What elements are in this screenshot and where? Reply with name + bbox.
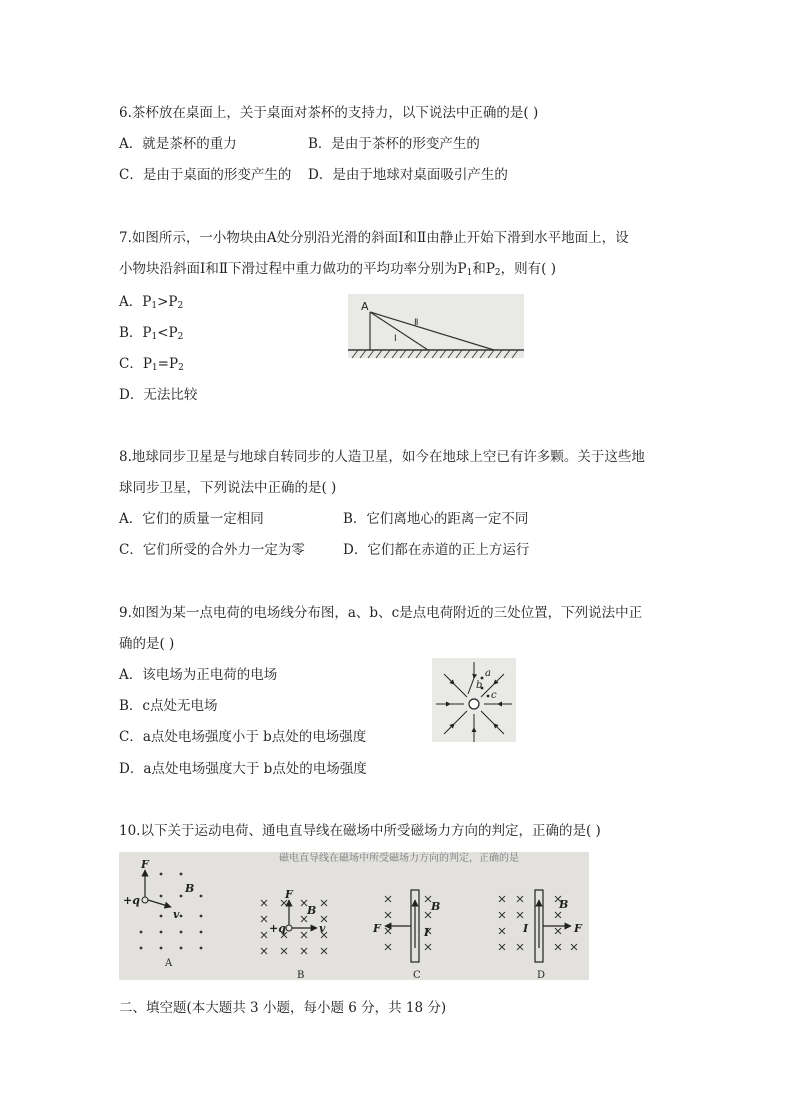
q8-option-c: C．它们所受的合外力一定为零	[119, 542, 305, 558]
q7-stem-line1: 7.如图所示，一小物块由A处分别沿光滑的斜面Ⅰ和Ⅱ由静止开始下滑到水平地面上，设	[119, 230, 629, 246]
q10-b-charge-label: +q	[269, 922, 286, 935]
q6-stem: 6.茶杯放在桌面上，关于桌面对茶杯的支持力，以下说法中正确的是( )	[119, 105, 539, 121]
q10-b-velocity-label: v	[319, 922, 326, 935]
q10-figure-header: 磁电直导线在磁场中所受磁场力方向的判定，正确的是	[279, 853, 519, 864]
q9-point-a-label: a	[485, 668, 491, 679]
q7-slope-1-label: Ⅰ	[394, 334, 397, 344]
q8-stem-line1: 8.地球同步卫星是与地球自转同步的人造卫星，如今在地球上空已有许多颗。关于这些地	[119, 449, 645, 465]
q10-d-field-label: B	[559, 898, 569, 911]
q10-a-force-label: F	[141, 858, 149, 871]
q9-stem-line2: 确的是( )	[119, 636, 175, 652]
q7-option-d: D．无法比较	[119, 387, 198, 403]
q10-panel-b	[261, 888, 327, 980]
q10-b-field-label: B	[307, 904, 317, 917]
q7-stem-line2: 小物块沿斜面Ⅰ和Ⅱ下滑过程中重力做功的平均功率分别为$P_1$和$P_2$，则有( )	[119, 261, 556, 278]
q9-option-c: C．a点处电场强度小于 b点处的电场强度	[119, 729, 367, 745]
q9-point-c-label: c	[491, 690, 497, 701]
q10-a-velocity-label: v	[173, 908, 180, 921]
q10-a-charge-label: +q	[123, 894, 140, 907]
q10-b-force-label: F	[285, 888, 293, 901]
q6-option-b: B．是由于茶杯的形变产生的	[308, 136, 480, 152]
q10-panel-a	[123, 858, 202, 969]
q10-d-current-label: I	[523, 922, 529, 935]
q9-option-d: D．a点处电场强度大于 b点处的电场强度	[119, 761, 367, 777]
q7-point-a-label: A	[361, 300, 369, 313]
q10-a-caption: A	[165, 958, 173, 969]
q7-option-b: B．$P_1<P_2$	[119, 325, 184, 342]
q10-c-force-label: F	[373, 922, 381, 935]
q10-b-caption: B	[297, 970, 305, 980]
q10-c-current-label: I	[424, 926, 430, 939]
q10-magnetic-force-figure	[119, 852, 589, 980]
q8-option-a: A．它们的质量一定相同	[119, 511, 264, 527]
q10-c-field-label: B	[431, 900, 441, 913]
q8-option-b: B．它们离地心的距离一定不同	[343, 511, 529, 527]
q8-stem-line2: 球同步卫星，下列说法中正确的是( )	[119, 480, 337, 496]
q9-option-b: B．c点处无电场	[119, 698, 218, 714]
q10-c-caption: C	[413, 970, 421, 980]
q10-panel-c	[372, 890, 440, 980]
q7-incline-figure	[348, 294, 524, 358]
q10-d-force-label: F	[574, 922, 582, 935]
q10-panel-d	[499, 890, 583, 980]
q6-option-c: C．是由于桌面的形变产生的	[119, 167, 292, 183]
q6-option-d: D．是由于地球对桌面吸引产生的	[308, 167, 508, 183]
q10-d-caption: D	[537, 970, 546, 980]
section2-title: 二、填空题(本大题共 3 小题，每小题 6 分，共 18 分)	[119, 1000, 447, 1016]
q6-option-a: A．就是茶杯的重力	[119, 136, 237, 152]
q7-option-a: A．$P_1>P_2$	[119, 294, 184, 311]
q9-stem-line1: 9.如图为某一点电荷的电场线分布图，a、b、c是点电荷附近的三处位置，下列说法中正	[119, 605, 643, 621]
q8-option-d: D．它们都在赤道的正上方运行	[343, 542, 530, 558]
q10-stem: 10.以下关于运动电荷、通电直导线在磁场中所受磁场力方向的判定，正确的是( )	[119, 823, 601, 839]
q10-a-field-label: B	[185, 882, 195, 895]
q9-point-b-label: b	[476, 680, 483, 691]
q9-option-a: A．该电场为正电荷的电场	[119, 667, 278, 683]
q9-field-line-figure	[432, 658, 516, 742]
q7-slope-2-label: Ⅱ	[414, 318, 419, 328]
q7-option-c: C．$P_1=P_2$	[119, 356, 184, 373]
